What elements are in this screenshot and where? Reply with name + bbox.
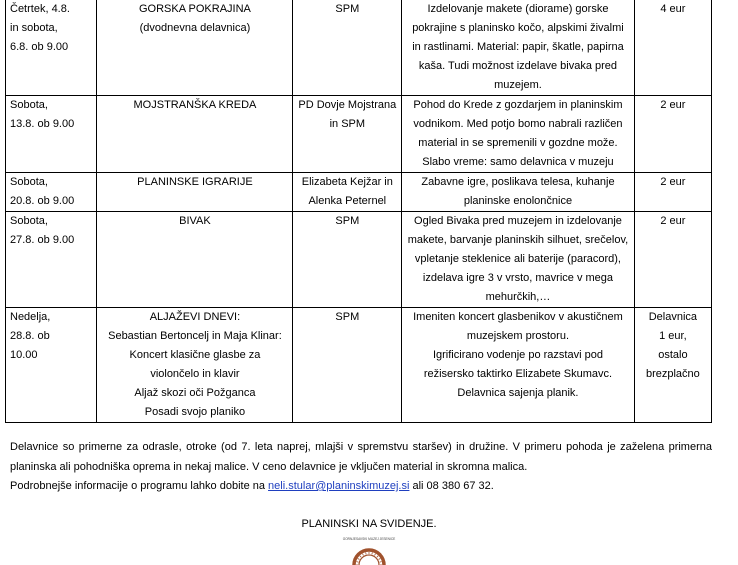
date-line: in sobota,	[10, 22, 58, 34]
contact-suffix: ali 08 380 67 32.	[409, 480, 494, 492]
description-line: pokrajine s planinsko kočo, alpskimi živalmi	[412, 22, 624, 34]
price-line: ostalo	[658, 349, 688, 361]
price-cell	[634, 96, 711, 173]
description-line: vpletanje steklenice ali baterije (paracord),	[414, 253, 621, 265]
table-row	[6, 173, 712, 212]
description-line: Ogled Bivaka pred muzejem in izdelovanje	[414, 215, 622, 227]
title-line: (dvodnevna delavnica)	[139, 22, 251, 34]
date-cell	[6, 173, 97, 212]
title-line: MOJSTRANŠKA KREDA	[133, 99, 257, 111]
title-cell	[97, 308, 293, 423]
price-line: 4 eur	[660, 3, 686, 15]
description-cell	[402, 212, 635, 308]
program-table	[5, 0, 712, 423]
organizer-line: in SPM	[329, 118, 366, 130]
description-line: Slabo vreme: samo delavnica v muzeju	[422, 156, 614, 168]
price-cell	[634, 308, 711, 423]
date-line: 10.00	[10, 349, 38, 361]
organizer-cell	[293, 0, 402, 96]
organizer-line: SPM	[335, 311, 360, 323]
date-line: 6.8. ob 9.00	[10, 41, 69, 53]
description-line: kaša. Tudi možnost izdelave bivaka pred	[418, 60, 618, 72]
title-line: GORSKA POKRAJINA	[139, 3, 251, 15]
notes-section	[10, 438, 712, 497]
description-cell	[402, 173, 635, 212]
price-cell	[634, 173, 711, 212]
date-line: Nedelja,	[10, 311, 51, 323]
organizer-cell	[293, 212, 402, 308]
organizer-line: PD Dovje Mojstrana	[298, 99, 397, 111]
date-cell	[6, 96, 97, 173]
title-cell	[97, 0, 293, 96]
price-cell	[634, 212, 711, 308]
description-line: Zabavne igre, poslikava telesa, kuhanje	[421, 176, 615, 188]
date-cell	[6, 212, 97, 308]
table-row	[6, 96, 712, 173]
description-line: Delavnica sajenja planik.	[457, 387, 579, 399]
title-cell	[97, 96, 293, 173]
museum-logo	[340, 535, 398, 565]
table-row	[6, 308, 712, 423]
organizer-line: Alenka Peternel	[308, 195, 387, 207]
price-line: 1 eur,	[659, 330, 687, 342]
description-line: Pohod do Krede z gozdarjem in planinskim	[413, 99, 623, 111]
date-line: 20.8. ob 9.00	[10, 195, 75, 207]
description-line: makete, barvanje planinskih silhuet, srečelov,	[407, 234, 629, 246]
date-line: Sobota,	[10, 99, 48, 111]
title-line: BIVAK	[179, 215, 211, 227]
closing-text: PLANINSKI NA SVIDENJE.	[301, 518, 437, 530]
date-line: 28.8. ob	[10, 330, 50, 342]
date-line: Sobota,	[10, 176, 48, 188]
date-line: Sobota,	[10, 215, 48, 227]
title-line: Koncert klasične glasbe za	[129, 349, 261, 361]
description-line: Izdelovanje makete (diorame) gorske	[427, 3, 609, 15]
description-cell	[402, 96, 635, 173]
description-line: planinske enolončnice	[463, 195, 573, 207]
price-line: 2 eur	[660, 99, 686, 111]
description-line: izdelava igre 3 v vrsto, mavrice v mega	[422, 272, 614, 284]
table-row	[6, 0, 712, 96]
description-line: Imeniten koncert glasbenikov v akustičnem	[413, 311, 623, 323]
price-line: 2 eur	[660, 176, 686, 188]
title-line: Sebastian Bertoncelj in Maja Klinar:	[108, 330, 282, 342]
contact-prefix: Podrobnejše informacije o programu lahko dobite na	[10, 480, 269, 492]
title-cell	[97, 173, 293, 212]
title-line: violončelo in klavir	[150, 368, 240, 380]
organizer-cell	[293, 308, 402, 423]
price-line: brezplačno	[645, 368, 700, 380]
notes-text: Delavnice so primerne za odrasle, otroke (od 7. leta naprej, mlajši v spremstvu staršev) in družine. V primeru pohoda je zaželena primerna planinska ali pohodniška oprema in nekaj malice. V ceno delavnice je vključen material in skromna malica.	[10, 441, 712, 473]
price-cell	[634, 0, 711, 96]
description-cell	[402, 0, 635, 96]
price-line: 2 eur	[660, 215, 686, 227]
organizer-cell	[293, 173, 402, 212]
description-line: material in se spremenili v gozdne može.	[418, 137, 618, 149]
organizer-cell	[293, 96, 402, 173]
date-cell	[6, 0, 97, 96]
title-line: ALJAŽEVI DNEVI:	[149, 311, 241, 323]
description-line: režisersko taktirko Elizabete Skumavc.	[423, 368, 613, 380]
description-line: in rastlinami. Material: papir, škatle, papirna	[412, 41, 624, 53]
title-line: Posadi svojo planiko	[144, 406, 246, 418]
date-cell	[6, 308, 97, 423]
price-line: Delavnica	[648, 311, 698, 323]
table-row	[6, 212, 712, 308]
title-line: PLANINSKE IGRARIJE	[137, 176, 253, 188]
date-line: Četrtek, 4.8.	[10, 3, 70, 15]
description-cell	[402, 308, 635, 423]
date-line: 27.8. ob 9.00	[10, 234, 75, 246]
description-line: vodnikom. Med potjo bomo nabrali različen	[413, 118, 623, 130]
organizer-line: SPM	[335, 3, 360, 15]
title-cell	[97, 212, 293, 308]
svg-text:GORNJESAVSKI MUZEJ JESENICE: GORNJESAVSKI MUZEJ JESENICE	[342, 537, 396, 541]
organizer-line: Elizabeta Kejžar in	[301, 176, 393, 188]
contact-line	[10, 477, 712, 497]
title-line: Aljaž skozi oči Požganca	[134, 387, 256, 399]
description-line: muzejskem prostoru.	[466, 330, 569, 342]
description-line: muzejem.	[494, 79, 542, 91]
date-line: 13.8. ob 9.00	[10, 118, 75, 130]
email-link[interactable]: neli.stular@planinskimuzej.si	[268, 480, 410, 492]
organizer-line: SPM	[335, 215, 360, 227]
description-line: mehurčkih,…	[485, 291, 551, 303]
description-line: Igrificirano vodenje po razstavi pod	[432, 349, 603, 361]
